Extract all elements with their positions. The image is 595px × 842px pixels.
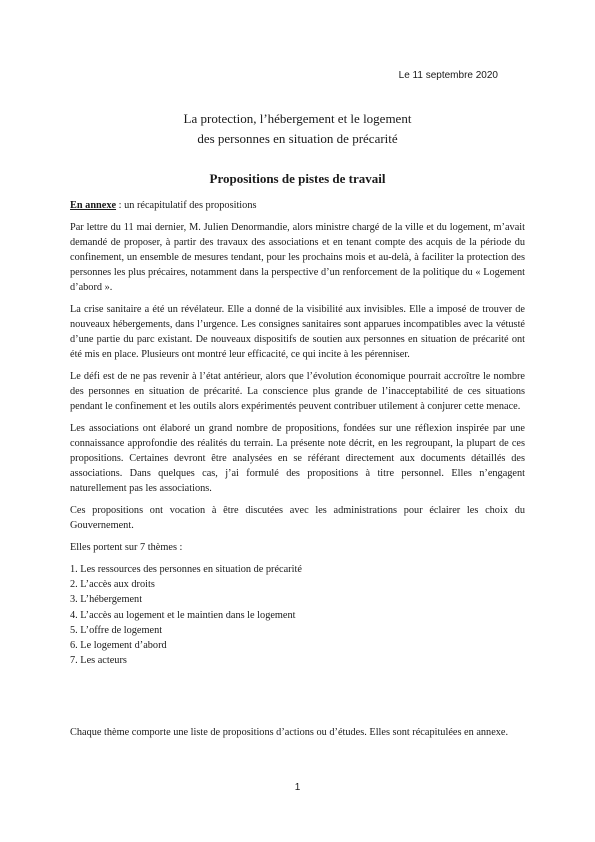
theme-item: 3. L’hébergement xyxy=(70,594,143,606)
paragraph: Elles portent sur 7 thèmes : xyxy=(70,542,183,553)
theme-item: 6. Le logement d’abord xyxy=(70,640,167,652)
annex-label: En annexe xyxy=(70,200,117,211)
annex-text: : un récapitulatif des propositions xyxy=(116,200,257,211)
document-body xyxy=(70,198,525,668)
paragraph: La crise sanitaire a été un révélateur. Elle a donné de la visibilité aux invisibles. Elle a imposé de trouver de nouveaux hébergements, dans l’urgence. Les consignes sanitaires sont apparues incompatibles avec la vétusté d’une partie du parc existant. De nouveaux dispositifs de soutien aux personnes en situation de précarité ont été mis en place. Plusieurs ont montré leur efficacité, ce qui incite à les pérenniser. xyxy=(70,304,525,360)
document-date: Le 11 septembre 2020 xyxy=(398,70,498,81)
page-number: 1 xyxy=(294,782,301,793)
annex-note xyxy=(70,198,525,213)
paragraph: Par lettre du 11 mai dernier, M. Julien Denormandie, alors ministre chargé de la ville et du logement, m’avait demandé de proposer, à partir des travaux des associations et en tenant compte des acquis de la période du confinement, un ensemble de mesures tendant, pour les prochains mois et au-delà, à faciliter la protection des personnes les plus précaires, notamment dans la perspective d’un renforcement de la politique du « Logement d’abord ». xyxy=(70,222,525,293)
document-title xyxy=(70,109,525,149)
document-subtitle: Propositions de pistes de travail xyxy=(209,171,386,186)
paragraph: Ces propositions ont vocation à être discutées avec les administrations pour éclairer les choix du Gouvernement. xyxy=(70,505,525,531)
theme-item: 2. L’accès aux droits xyxy=(70,579,155,591)
theme-item: 7. Les acteurs xyxy=(70,655,127,667)
themes-list xyxy=(70,562,525,668)
title-line-2: des personnes en situation de précarité xyxy=(197,131,398,146)
closing-paragraph: Chaque thème comporte une liste de propositions d’actions ou d’études. Elles sont récapitulées en annexe. xyxy=(70,727,509,738)
title-line-1: La protection, l’hébergement et le logement xyxy=(183,111,412,126)
theme-item: 5. L’offre de logement xyxy=(70,624,163,636)
paragraph: Le défi est de ne pas revenir à l’état antérieur, alors que l’évolution économique pourrait accroître le nombre des personnes en situation de précarité. La conscience plus grande de l’inacceptabilité de ces situations pendant le confinement et les outils alors expérimentés peuvent contribuer utilement à conjurer cette menace. xyxy=(70,371,525,412)
paragraph: Les associations ont élaboré un grand nombre de propositions, fondées sur une réflexion inspirée par une connaissance approfondie des réalités du terrain. La présente note décrit, en les regroupant, la plupart de ces propositions. Certaines devront être analysées en se référant directement aux documents détaillés des associations. Dans quelques cas, j’ai formulé des propositions à titre personnel. Elles n’engagent naturellement pas les associations. xyxy=(70,423,525,494)
theme-item: 1. Les ressources des personnes en situation de précarité xyxy=(70,564,302,575)
theme-item: 4. L’accès au logement et le maintien dans le logement xyxy=(70,609,296,621)
